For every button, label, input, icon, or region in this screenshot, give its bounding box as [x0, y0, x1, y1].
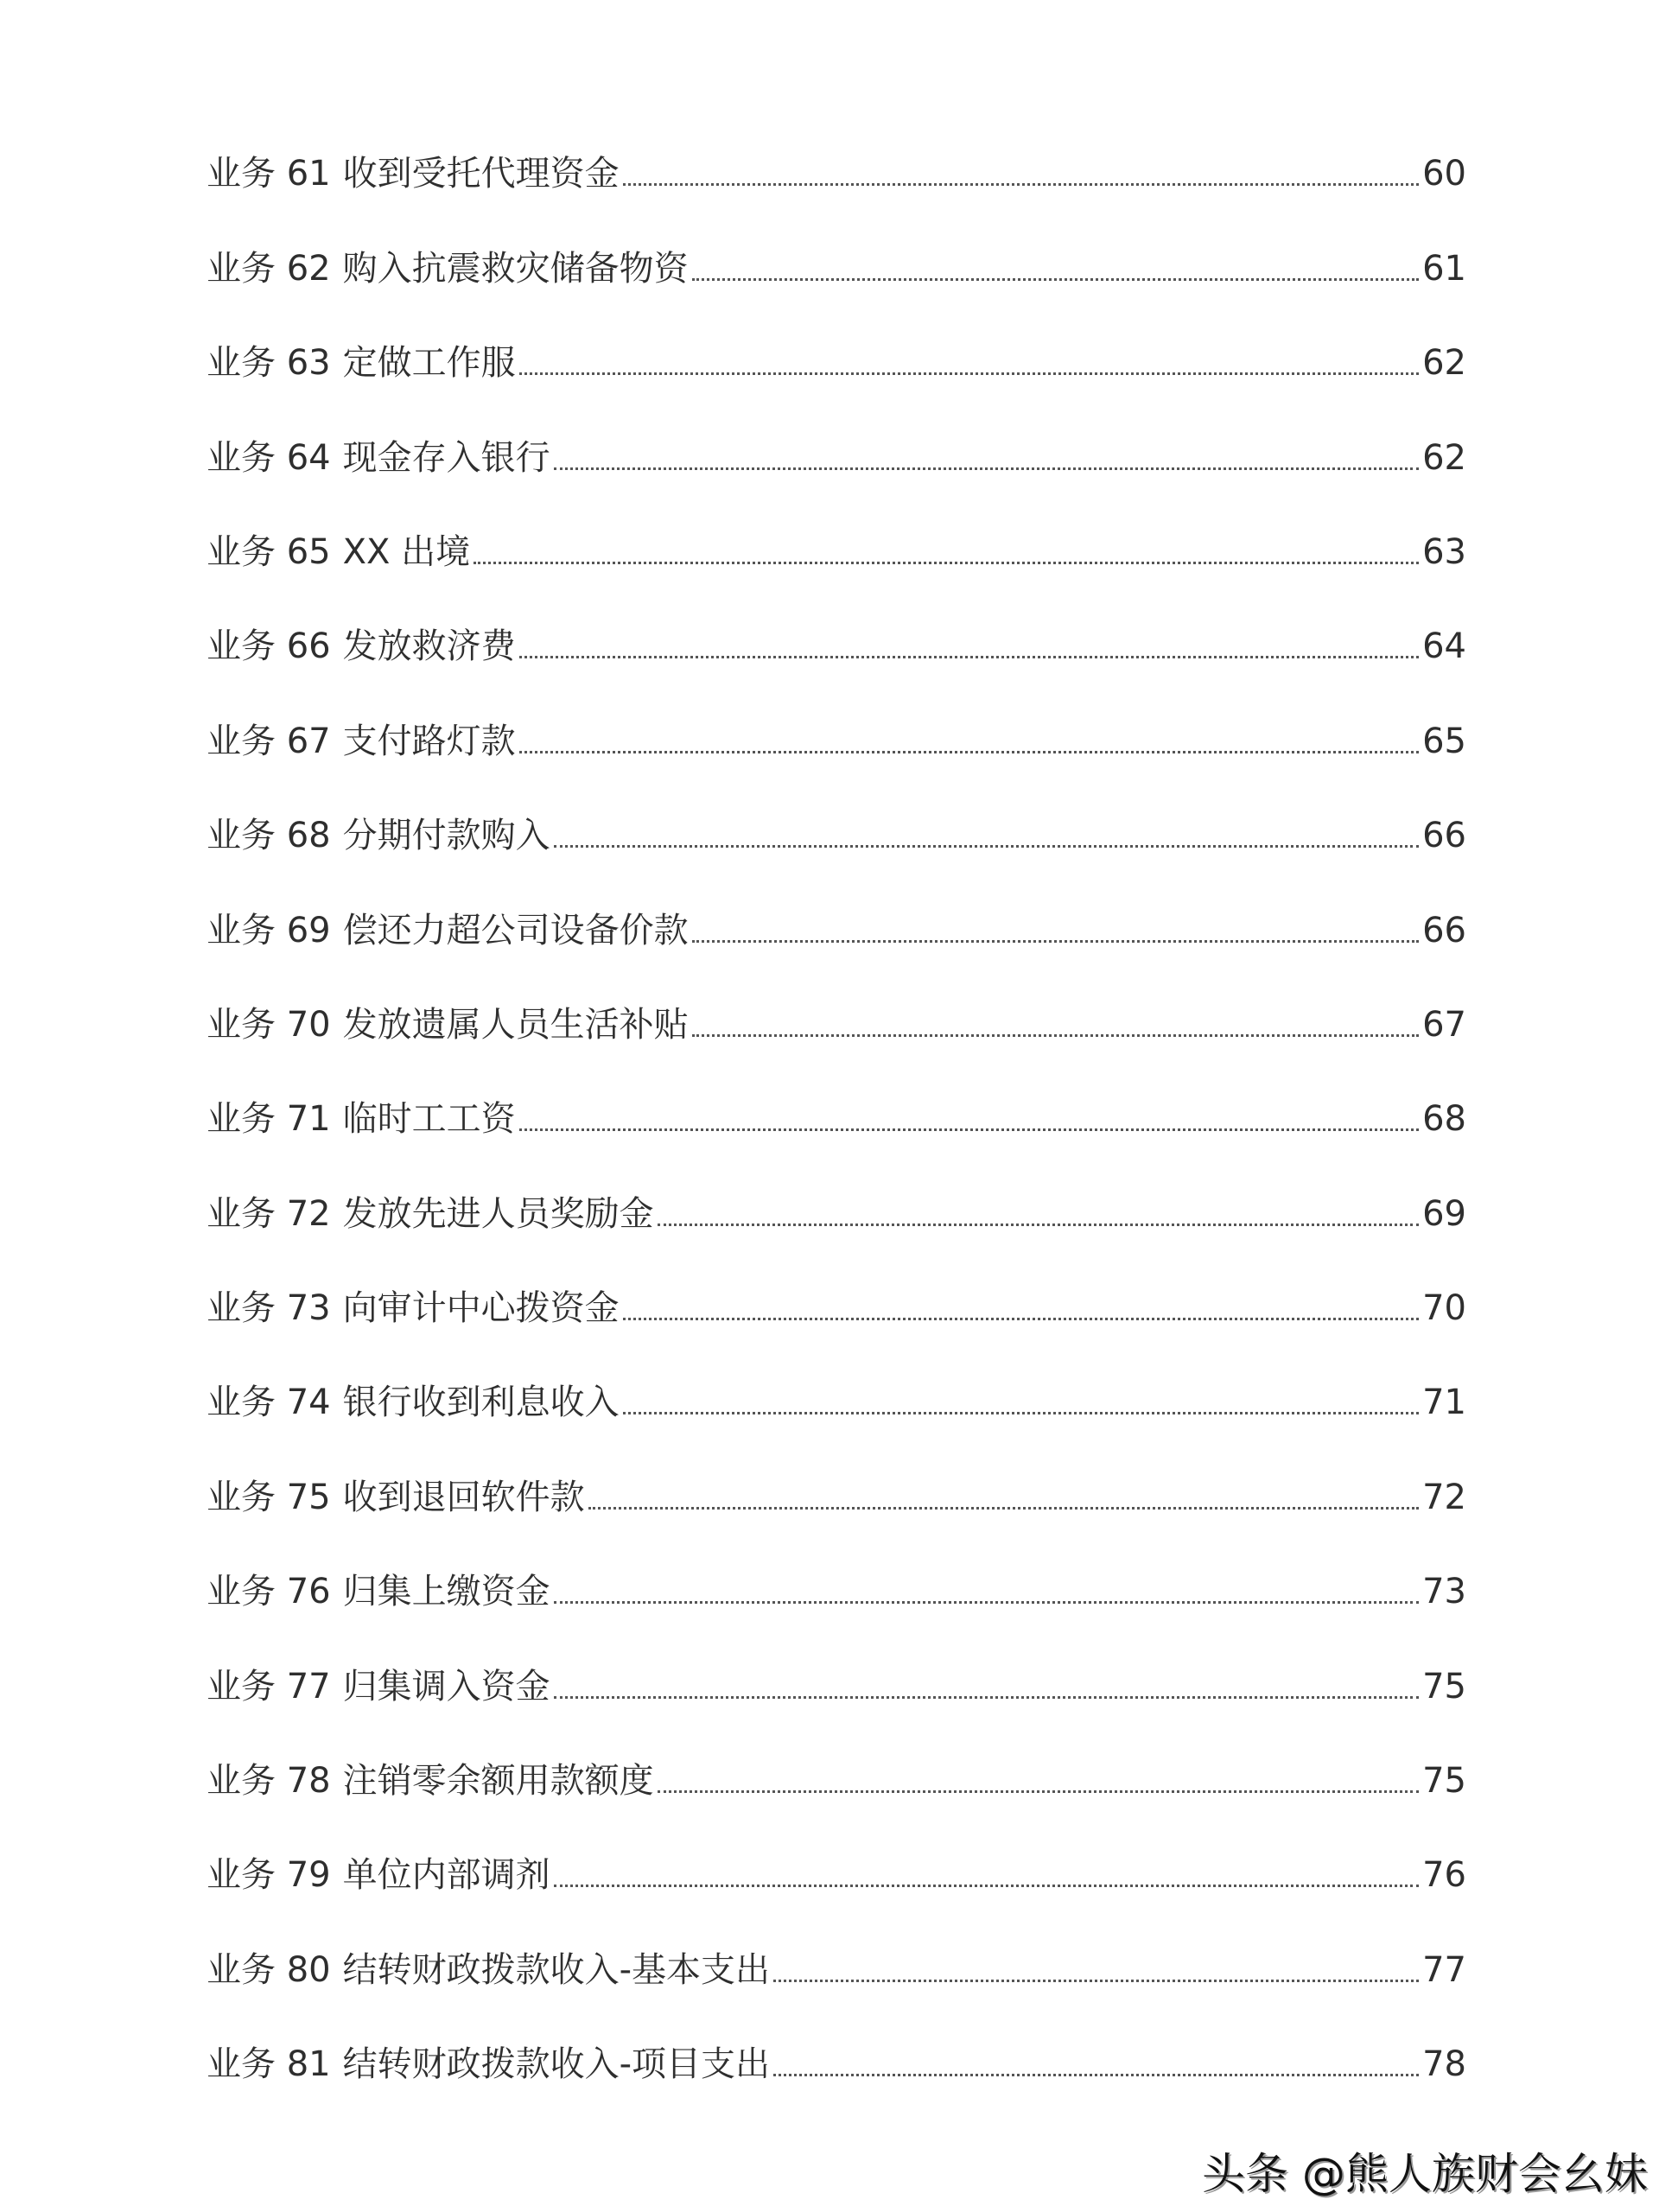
toc-entry-text: 归集调入资金 — [342, 1666, 550, 1707]
dot-leader — [554, 845, 1419, 848]
toc-entry-text: 分期付款购入 — [342, 816, 550, 856]
toc-entry-prefix: 业务 — [207, 154, 276, 194]
toc-entry-number: 73 — [286, 1288, 331, 1329]
toc-entry-page: 66 — [1422, 910, 1466, 950]
toc-entry-number: 72 — [286, 1193, 331, 1234]
dot-leader — [658, 1224, 1419, 1226]
toc-entry-page: 65 — [1422, 721, 1466, 761]
toc-entry-title — [207, 817, 550, 855]
toc-entry[interactable] — [207, 791, 1466, 886]
toc-entry[interactable] — [207, 1925, 1466, 2019]
toc-entry-text: XX 出境 — [342, 531, 471, 572]
table-of-contents — [207, 130, 1466, 2114]
toc-entry-prefix: 业务 — [207, 721, 276, 761]
toc-entry-page: 75 — [1422, 1761, 1466, 1802]
toc-entry-prefix: 业务 — [207, 248, 276, 289]
toc-entry[interactable] — [207, 1358, 1466, 1452]
toc-entry-page: 66 — [1422, 816, 1466, 856]
toc-entry-prefix: 业务 — [207, 531, 276, 572]
toc-entry[interactable] — [207, 1642, 1466, 1736]
toc-entry-text: 结转财政拨款收入-基本支出 — [342, 1949, 771, 1990]
toc-entry[interactable] — [207, 130, 1466, 224]
toc-entry-number: 74 — [286, 1382, 331, 1423]
toc-entry-title — [207, 1383, 620, 1421]
toc-entry-prefix: 业务 — [207, 1382, 276, 1423]
dot-leader — [773, 2074, 1419, 2076]
toc-entry[interactable] — [207, 1737, 1466, 1831]
toc-entry-text: 单位内部调剂 — [342, 1855, 550, 1896]
toc-entry-number: 79 — [286, 1855, 331, 1896]
dot-leader — [554, 467, 1419, 470]
toc-entry-title — [207, 1762, 654, 1800]
toc-entry-prefix: 业务 — [207, 1572, 276, 1612]
toc-entry-number: 69 — [286, 910, 331, 950]
toc-entry-number: 62 — [286, 248, 331, 289]
toc-entry-prefix: 业务 — [207, 1477, 276, 1517]
toc-entry-number: 70 — [286, 1004, 331, 1045]
dot-leader — [623, 1412, 1419, 1414]
toc-entry-prefix: 业务 — [207, 1949, 276, 1990]
toc-entry-number: 76 — [286, 1572, 331, 1612]
toc-entry-number: 80 — [286, 1949, 331, 1990]
toc-entry-prefix: 业务 — [207, 2044, 276, 2085]
toc-entry-text: 支付路灯款 — [342, 721, 516, 761]
toc-entry-text: 发放救济费 — [342, 626, 516, 667]
toc-entry[interactable] — [207, 886, 1466, 980]
dot-leader — [658, 1790, 1419, 1793]
toc-entry-title — [207, 627, 516, 665]
toc-entry-page: 64 — [1422, 626, 1466, 667]
toc-entry[interactable] — [207, 981, 1466, 1075]
dot-leader — [773, 1980, 1419, 1982]
toc-entry-number: 61 — [286, 154, 331, 194]
toc-entry-text: 结转财政拨款收入-项目支出 — [342, 2044, 771, 2085]
toc-entry-title — [207, 1100, 516, 1138]
toc-entry-title — [207, 1573, 550, 1611]
dot-leader — [519, 372, 1419, 375]
toc-entry-number: 65 — [286, 531, 331, 572]
toc-entry[interactable] — [207, 508, 1466, 602]
toc-entry-page: 61 — [1422, 248, 1466, 289]
toc-entry[interactable] — [207, 224, 1466, 318]
dot-leader — [554, 1696, 1419, 1699]
dot-leader — [554, 1885, 1419, 1887]
toc-entry-number: 66 — [286, 626, 331, 667]
toc-entry-prefix: 业务 — [207, 437, 276, 478]
toc-entry-prefix: 业务 — [207, 1004, 276, 1045]
toc-entry-prefix: 业务 — [207, 910, 276, 950]
toc-entry-prefix: 业务 — [207, 1761, 276, 1802]
toc-entry-page: 78 — [1422, 2044, 1466, 2085]
dot-leader — [554, 1601, 1419, 1604]
dot-leader — [692, 1034, 1419, 1037]
dot-leader — [623, 1318, 1419, 1320]
toc-entry-prefix: 业务 — [207, 1288, 276, 1329]
toc-entry[interactable] — [207, 1548, 1466, 1642]
toc-entry[interactable] — [207, 602, 1466, 696]
toc-entry-prefix: 业务 — [207, 1099, 276, 1140]
toc-entry-title — [207, 250, 689, 288]
dot-leader — [474, 562, 1419, 564]
toc-entry-page: 62 — [1422, 437, 1466, 478]
toc-entry-title — [207, 912, 689, 950]
toc-entry-page: 72 — [1422, 1477, 1466, 1517]
toc-entry[interactable] — [207, 1169, 1466, 1263]
toc-entry-page: 77 — [1422, 1949, 1466, 1990]
toc-entry-number: 68 — [286, 816, 331, 856]
toc-entry-number: 78 — [286, 1761, 331, 1802]
toc-entry-page: 69 — [1422, 1193, 1466, 1234]
dot-leader — [588, 1507, 1419, 1510]
toc-entry-prefix: 业务 — [207, 1666, 276, 1707]
toc-entry-text: 购入抗震救灾储备物资 — [342, 248, 689, 289]
toc-entry-text: 收到退回软件款 — [342, 1477, 585, 1517]
toc-entry-title — [207, 344, 516, 382]
toc-entry-number: 75 — [286, 1477, 331, 1517]
toc-entry-page: 71 — [1422, 1382, 1466, 1423]
toc-entry-prefix: 业务 — [207, 343, 276, 384]
toc-entry-title — [207, 1195, 654, 1233]
toc-entry-text: 发放先进人员奖励金 — [342, 1193, 654, 1234]
dot-leader — [519, 751, 1419, 753]
toc-entry-page: 62 — [1422, 343, 1466, 384]
toc-entry-text: 临时工工资 — [342, 1099, 516, 1140]
dot-leader — [623, 183, 1419, 186]
toc-entry-page: 67 — [1422, 1004, 1466, 1045]
toc-entry-text: 定做工作服 — [342, 343, 516, 384]
toc-entry[interactable] — [207, 2020, 1466, 2114]
dot-leader — [692, 278, 1419, 281]
toc-entry-text: 银行收到利息收入 — [342, 1382, 620, 1423]
toc-entry-title — [207, 1668, 550, 1706]
toc-entry-text: 归集上缴资金 — [342, 1572, 550, 1612]
toc-entry-prefix: 业务 — [207, 816, 276, 856]
toc-entry[interactable] — [207, 1452, 1466, 1547]
toc-entry-text: 现金存入银行 — [342, 437, 550, 478]
toc-entry[interactable] — [207, 1075, 1466, 1169]
toc-entry[interactable] — [207, 319, 1466, 413]
toc-entry-page: 70 — [1422, 1288, 1466, 1329]
toc-entry-prefix: 业务 — [207, 626, 276, 667]
toc-entry-prefix: 业务 — [207, 1855, 276, 1896]
dot-leader — [519, 656, 1419, 658]
toc-entry[interactable] — [207, 1831, 1466, 1925]
dot-leader — [519, 1128, 1419, 1131]
toc-entry-number: 63 — [286, 343, 331, 384]
toc-entry-page: 73 — [1422, 1572, 1466, 1612]
toc-entry-title — [207, 1006, 689, 1044]
toc-entry-title — [207, 722, 516, 760]
toc-entry-number: 64 — [286, 437, 331, 478]
toc-entry-page: 68 — [1422, 1099, 1466, 1140]
toc-entry-number: 81 — [286, 2044, 331, 2085]
toc-entry-title — [207, 533, 470, 571]
toc-entry-page: 63 — [1422, 531, 1466, 572]
toc-entry-number: 77 — [286, 1666, 331, 1707]
toc-entry-page: 60 — [1422, 154, 1466, 194]
toc-entry-text: 向审计中心拨资金 — [342, 1288, 620, 1329]
toc-entry-title — [207, 1951, 770, 1989]
watermark: 头条 @熊人族财会幺妹 — [1202, 2149, 1648, 2199]
toc-entry-text: 偿还力超公司设备价款 — [342, 910, 689, 950]
toc-entry[interactable] — [207, 696, 1466, 791]
toc-entry-title — [207, 155, 620, 193]
toc-entry-text: 注销零余额用款额度 — [342, 1761, 654, 1802]
dot-leader — [692, 940, 1419, 943]
toc-entry-title — [207, 1856, 550, 1894]
toc-entry-page: 75 — [1422, 1666, 1466, 1707]
toc-entry-page: 76 — [1422, 1855, 1466, 1896]
toc-entry-number: 67 — [286, 721, 331, 761]
toc-entry[interactable] — [207, 1264, 1466, 1358]
toc-entry-text: 收到受托代理资金 — [342, 154, 620, 194]
toc-entry-title — [207, 1289, 620, 1327]
toc-entry[interactable] — [207, 413, 1466, 507]
toc-entry-title — [207, 439, 550, 477]
toc-entry-number: 71 — [286, 1099, 331, 1140]
toc-entry-title — [207, 2045, 770, 2083]
toc-entry-text: 发放遗属人员生活补贴 — [342, 1004, 689, 1045]
toc-entry-prefix: 业务 — [207, 1193, 276, 1234]
toc-entry-title — [207, 1478, 585, 1516]
